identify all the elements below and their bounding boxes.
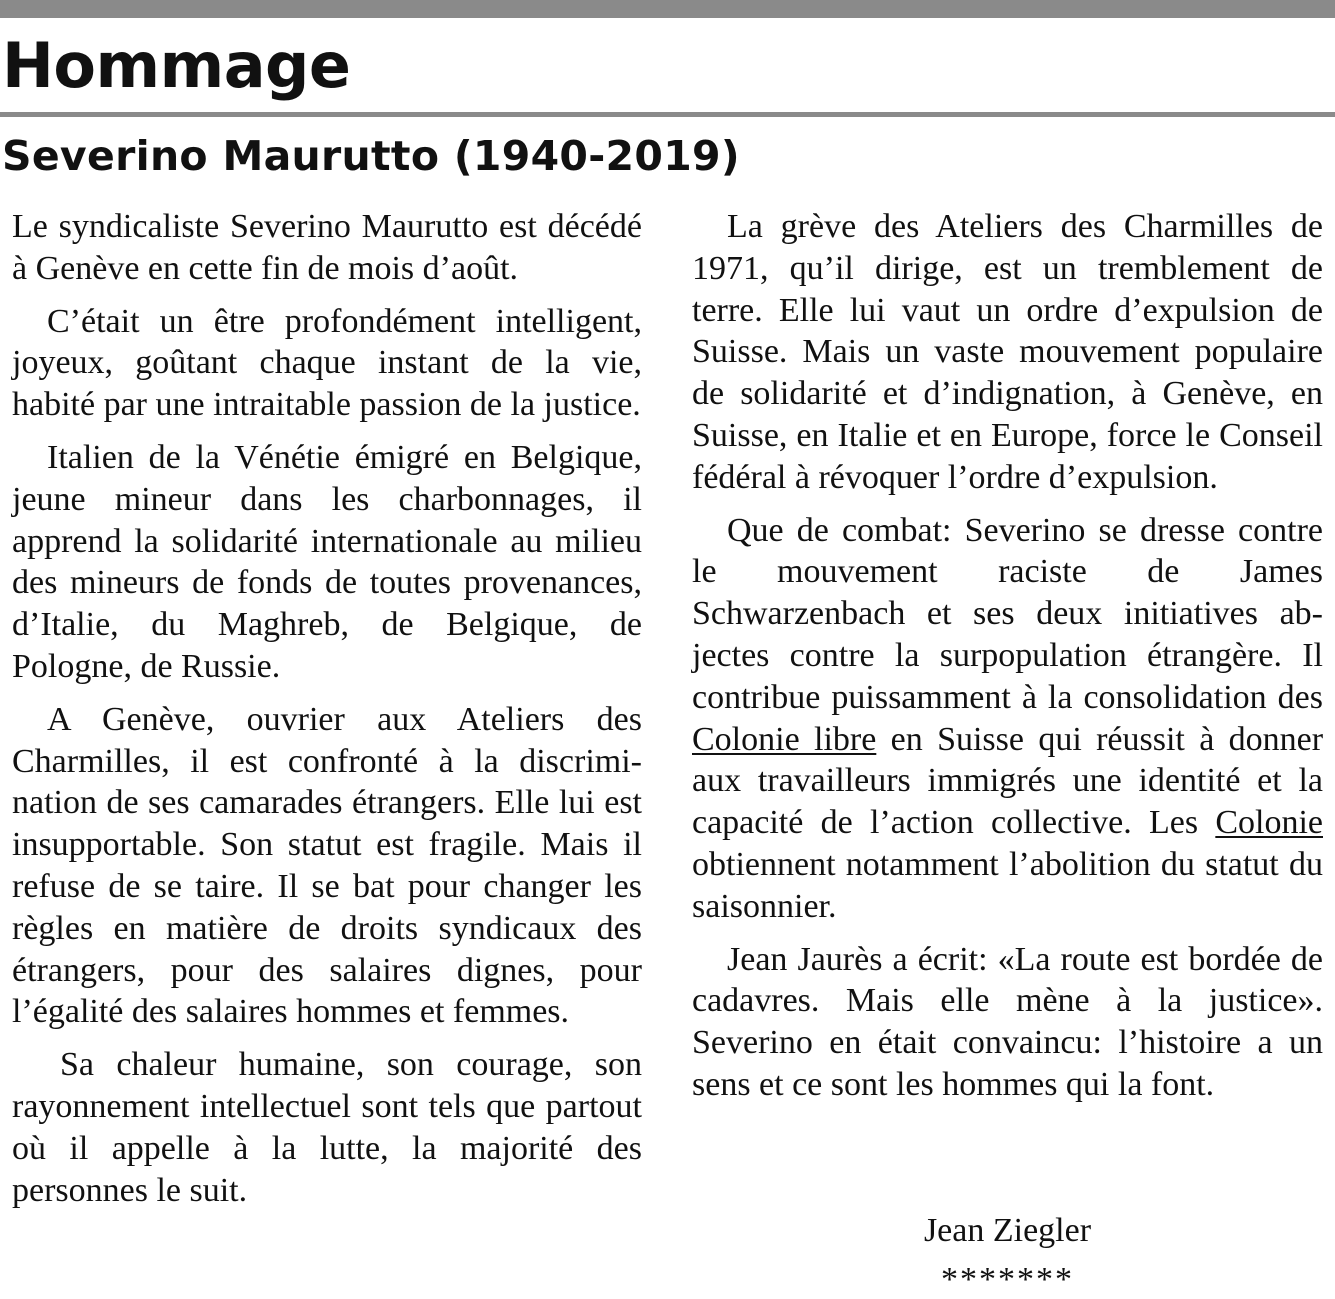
- heading-divider: [0, 112, 1335, 117]
- paragraph: A Genève, ouvrier aux Ateliers des Charmilles, il est confronté à la discrimination de ses camarades étrangers. Elle lui est insupportable. Son statut est fragile. Mais il refuse de se taire. Il se bat pour changer les règles en matière de droits syndicaux des étrangers, pour des salaires dignes, pour l’égalité des salaires hommes et femmes.: [12, 700, 642, 1031]
- paragraph: Italien de la Vénétie émigré en Belgique, jeune mineur dans les charbonnages, il apprend la solidarité internationale au milieu des mineurs de fonds de toutes provenances, d’Italie, du Maghreb, de Belgique, de Pologne, de Russie.: [12, 438, 642, 685]
- author-signature: Jean Ziegler: [923, 1212, 1092, 1249]
- end-separator: *******: [941, 1261, 1074, 1298]
- colonie-term: Colonie: [1215, 804, 1323, 842]
- paragraph: Jean Jaurès a écrit: «La route est bordée de cadavres. Mais elle mène à la justice». Severino en était convaincu: l’histoire a un sens et ce sont les hommes qui la font.: [692, 940, 1323, 1103]
- paragraph-text: obtiennent notamment l’abolition du statut du saisonnier.: [692, 845, 1323, 925]
- paragraph: La grève des Ateliers des Charmilles de 1971, qu’il dirige, est un tremblement de terre. Elle lui vaut un ordre d’expulsion de Suisse. Mais un vaste mouvement populaire de solidarité et d’indignation, à Genève, en Suisse, en Italie et en Europe, force le Conseil fédéral à révoquer l’ordre d’expulsion.: [692, 208, 1323, 496]
- colonie-libre-term: Colonie libre: [692, 720, 877, 758]
- paragraph-text: en Suisse qui réussit à donner aux travailleurs immigrés une identité et la capacité de l’action collective. Les: [692, 720, 1324, 842]
- left-column: [12, 206, 642, 1222]
- paragraph: Sa chaleur humaine, son courage, son rayonnement intellectuel sont tels que partout où il appelle à la lutte, la majorité des personnes le suit.: [12, 1046, 642, 1209]
- paragraph: Le syndicaliste Severino Maurutto est décédé à Genève en cette fin de mois d’août.: [12, 208, 642, 287]
- paragraph: [692, 510, 1323, 928]
- section-heading: Hommage: [2, 29, 351, 102]
- paragraph-text: Que de combat: Severino se dresse contre le mouvement raciste de James Schwarzenbach et ses deux initiatives abjectes contre la surpopulation étrangère. Il contribue puissamment à la consolidation des: [692, 511, 1323, 716]
- right-column: [692, 206, 1323, 1117]
- paragraph: C’était un être profondément intelligent, joyeux, goûtant chaque instant de la vie, habité par une intraitable passion de la justice.: [12, 302, 642, 424]
- top-divider: [0, 0, 1335, 18]
- article-title: Severino Maurutto (1940-2019): [2, 132, 740, 180]
